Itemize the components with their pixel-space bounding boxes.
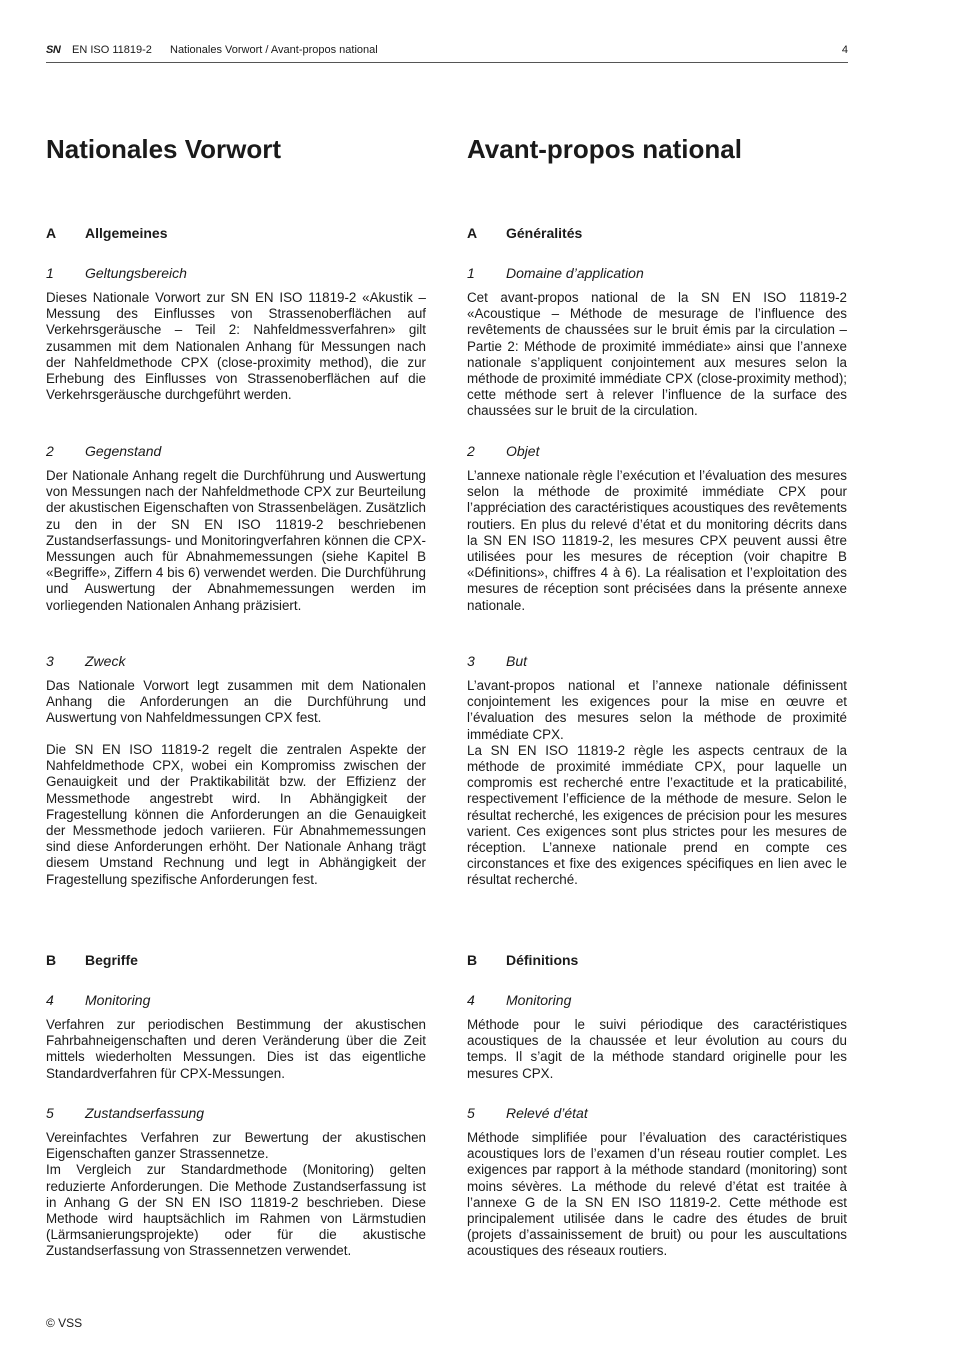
subsection-number: 5 xyxy=(46,1105,54,1121)
subsection-number: 3 xyxy=(46,653,54,669)
subsection-title: Domaine d’application xyxy=(506,265,644,281)
section-letter: B xyxy=(467,952,478,968)
paragraph: Das Nationale Vorwort legt zusammen mit dem Nationalen Anhang die Anforderungen an die Durchführung und Auswertung von Nahfeldmessungen CPX fest. xyxy=(46,678,426,726)
subsection-number: 2 xyxy=(46,443,54,459)
paragraph: L’annexe nationale règle l’exécution et l’évaluation des mesures selon la méthode de proximité immédiate CPX pour l’appréciation des caractéristiques acoustiques des revêtements routiers. En plus du relevé d’état et du monitoring décrits dans la SN EN ISO 11819-2, les mesures CPX peuvent aussi être utilisées pour les mesures de réception (voir chapitre B «Définitions», chiffres 4 à 6). La réalisation et l’exploitation des mesures de réception sont précisées dans la présente annexe nationale. xyxy=(467,468,847,613)
section-letter: B xyxy=(46,952,57,968)
paragraph: L’avant-propos national et l’annexe nationale définissent conjointement les exigences pour la mise en œuvre et l’évaluation des mesures selon la méthode de proximité immédiate CPX. La SN EN ISO 11819-2 règle les aspects centraux de la méthode de proximité immédiate CPX, pour laquelle un compromis est recherché entre l’exactitude et la praticabilité, respectivement l’efficience de la méthode de mesure. Selon le résultat recherché, les exigences de précision pour les mesures varient. Ces exigences sont plus strictes pour les mesures de réception. L’annexe nationale prend en compte ces circonstances et fixe des exigences spécifiques en lien avec le résultat recherché. xyxy=(467,678,847,888)
subsection-title: But xyxy=(506,653,528,669)
page-number: 4 xyxy=(841,44,848,56)
subsection-title: Zustandserfassung xyxy=(85,1105,205,1121)
section-title: Généralités xyxy=(506,225,583,241)
section-letter: A xyxy=(46,225,57,241)
subsection-title: Zweck xyxy=(85,653,126,669)
paragraph: Méthode pour le suivi périodique des caractéristiques acoustiques de la chaussée et leur évolution au cours du temps. Il s’agit de la méthode standard originelle pour les mesures CPX. xyxy=(467,1017,847,1081)
german-column xyxy=(46,0,426,1360)
subsection-number: 4 xyxy=(46,992,54,1008)
subsection-number: 3 xyxy=(467,653,475,669)
paragraph: Méthode simplifiée pour l’évaluation des caractéristiques acoustiques lors de l’examen d’un réseau routier complet. Les exigences par rapport à la méthode standard (monitoring) sont moins sévères. La méthode du relevé d’état est traitée à l’annexe G de la SN EN ISO 11819-2. Cette méthode est principalement utilisée dans le cadre des études de bruit (projets d’assainissement de bruit) ou pour les auscultations acoustiques des réseaux routiers. xyxy=(467,1130,847,1259)
subsection-title: Monitoring xyxy=(506,992,572,1008)
subsection-number: 5 xyxy=(467,1105,475,1121)
paragraph: Verfahren zur periodischen Bestimmung der akustischen Fahrbahneigenschaften und deren Veränderung über die Zeit mittels wiederholten Messungen. Dies ist das eigentliche Standardverfahren für CPX-Messungen. xyxy=(46,1017,426,1081)
paragraph: Vereinfachtes Verfahren zur Bewertung der akustischen Eigenschaften ganzer Strassennetze. Im Vergleich zur Standardmethode (Monitoring) gelten reduzierte Anforderungen. Die Methode Zustandserfassung ist in Anhang G der SN EN ISO 11819-2 beschrieben. Diese Methode wird hauptsächlich im Rahmen von Lärmstudien (Lärmsanierungsprojekte) oder für die akustische Zustandserfassung von Strassennetzen verwendet. xyxy=(46,1130,426,1259)
paragraph: Dieses Nationale Vorwort zur SN EN ISO 11819-2 «Akustik – Messung des Einflusses von Strassenoberflächen auf Verkehrsgeräusche – Teil 2: Nahfeldmessverfahren» gilt zusammen mit dem Nationalen Anhang für Messungen nach der Nahfeldmethode CPX (close-proximity method), die zur Erhebung des Einflusses von Strassenoberflächen auf die Verkehrsgeräusche durchgeführt werden. xyxy=(46,290,426,403)
sn-logo: SN xyxy=(46,44,61,56)
paragraph: Die SN EN ISO 11819-2 regelt die zentralen Aspekte der Nahfeldmethode CPX, wobei ein Kompromiss zwischen der Genauigkeit und der Praktikabilität bzw. der Effizienz der Messmethode angestrebt wird. In Abhängigkeit der Fragestellung können die Anforderungen an die Genauigkeit der Messmethode jedoch variieren. Für Abnahmemessungen sind diese Anforderungen erhöht. Der Nationale Anhang trägt diesem Umstand Rechnung und legt in Abhängigkeit der Fragestellung spezifische Anforderungen fest. xyxy=(46,742,426,887)
subsection-title: Relevé d’état xyxy=(506,1105,588,1121)
section-title: Begriffe xyxy=(85,952,138,968)
subsection-title: Gegenstand xyxy=(85,443,162,459)
subsection-number: 4 xyxy=(467,992,475,1008)
subsection-number: 1 xyxy=(46,265,54,281)
subsection-number: 1 xyxy=(467,265,475,281)
french-column xyxy=(467,0,847,1360)
copyright-footer: © VSS xyxy=(46,1316,83,1330)
subsection-number: 2 xyxy=(467,443,475,459)
header-document-number: EN ISO 11819-2 xyxy=(72,44,152,56)
page-title: Nationales Vorwort xyxy=(46,134,282,164)
header-title: Nationales Vorwort / Avant-propos national xyxy=(170,44,378,56)
subsection-title: Objet xyxy=(506,443,540,459)
section-letter: A xyxy=(467,225,478,241)
subsection-title: Monitoring xyxy=(85,992,151,1008)
page-title-fr: Avant-propos national xyxy=(467,134,742,164)
section-title: Allgemeines xyxy=(85,225,168,241)
paragraph: Cet avant-propos national de la SN EN ISO 11819-2 «Acoustique – Méthode de mesurage de l’influence des revêtements de chaussées sur le bruit émis par la circulation – Partie 2: Méthode de proximité immédiate» ainsi que l’annexe nationale s’appliquent conjointement aux mesures selon la méthode de proximité immédiate CPX (close-proximity method); cette méthode sert à relever l’influence de la surface des chaussées sur le bruit de la circulation. xyxy=(467,290,847,419)
paragraph: Der Nationale Anhang regelt die Durchführung und Auswertung von Messungen nach der Nahfeldmethode CPX zur Beurteilung der akustischen Eigenschaften von Strassenbelägen. Zusätzlich zu den in der SN EN ISO 11819-2 beschriebenen Zustandserfassungs- und Monitoringverfahren können die CPX-Messungen auch für Abnahmemessungen (siehe Kapitel B «Begriffe», Ziffern 4 bis 6) verwendet werden. Die Durchführung und Auswertung der Abnahmemessungen werden im vorliegenden Nationalen Anhang präzisiert. xyxy=(46,468,426,613)
subsection-title: Geltungsbereich xyxy=(85,265,187,281)
section-title: Définitions xyxy=(506,952,579,968)
